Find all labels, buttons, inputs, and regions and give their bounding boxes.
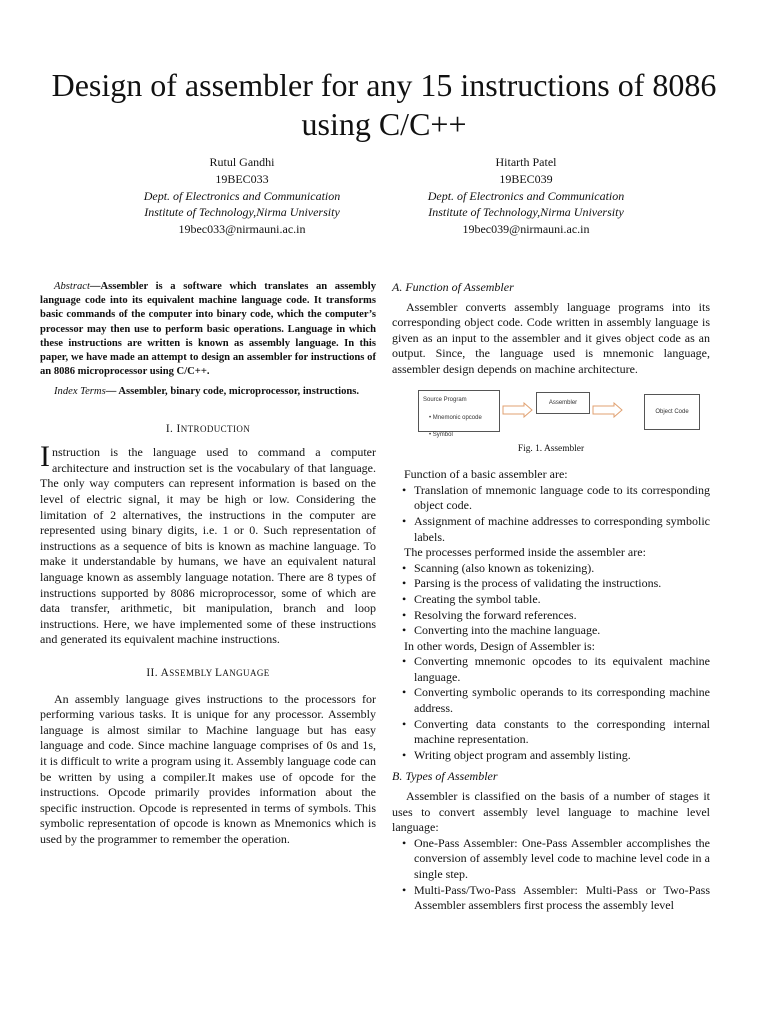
list-item: • Converting into the machine language. [414,623,710,639]
left-column [40,280,376,847]
list-item: • Translation of mnemonic language code to its corresponding object code. [414,483,710,514]
author-name: Hitarth Patel [495,155,557,169]
author-institute: Institute of Technology,Nirma University [428,205,624,220]
source-program-title: Source Program [423,396,467,403]
author-email: 19bec033@nirmauni.ac.in [178,222,306,237]
processes-intro: The processes performed inside the assembler are: [404,545,646,560]
functions-intro: Function of a basic assembler are: [404,467,568,482]
subsection-heading-function: A. Function of Assembler [392,280,514,294]
abstract-label: Abstract [54,281,90,292]
paper-title: Design of assembler for any 15 instructions of 8086 using C/C++ [51,67,717,142]
types-list [392,836,710,914]
author-dept: Dept. of Electronics and Communication [143,188,341,203]
source-program-box [418,390,500,438]
abstract [40,280,376,379]
section-heading-introduction: I. INTRODUCTION [165,422,251,435]
list-item: • Converting data constants to the corresponding internal machine representation. [414,717,710,748]
function-text: Assembler converts assembly language programs into its corresponding object code. Code written in assembly language is given as an input to the assembler and it gives object code as an output. Since, the language used is mnemonic language, assembler design depends on machine architecture. [392,299,710,376]
list-item: • Resolving the forward references. [414,608,710,624]
section-heading-assembly-language: II. ASSEMBLY LANGUAGE [146,666,270,679]
source-item: • Mnemonic opcode [429,415,482,422]
functions-list [392,483,710,545]
subsection-heading-types: B. Types of Assembler [392,769,498,784]
author-email: 19bec039@nirmauni.ac.in [462,222,590,237]
list-item: • Converting mnemonic opcodes to its equivalent machine language. [414,654,710,685]
figure-caption: Fig. 1. Assembler [517,443,585,454]
processes-list [392,561,710,639]
author-block-1 [92,154,392,238]
object-code-box: Object Code [644,394,700,430]
index-terms [40,385,376,399]
abstract-text: —Assembler is a software which translates an assembly language code into its equivalent machine language code. It transforms basic commands of the computer into binary code, which the computer’s processor may then use to perform basic operations. Language in which these instructions are written is known as assembly language. In this paper, we have made an attempt to design an assembler for instructions of an 8086 microprocessor using C/C++. [40,281,376,378]
assembler-box: Assembler [536,392,590,414]
author-institute: Institute of Technology,Nirma University [144,205,340,220]
list-item: • One-Pass Assembler: One-Pass Assembler accomplishes the conversion of assembly level code to machine level code in a single step. [414,836,710,883]
list-item: • Creating the symbol table. [414,592,710,608]
index-terms-text: — Assembler, binary code, microprocessor, instructions. [105,386,360,398]
drop-cap: I [40,440,50,474]
introduction-text: Instruction is the language used to command a computer architecture and instruction set is the vocabulary of that language. The only way computers can represent information is based on the level of electric signal, it may be high or low. Considering the limitation of 2 alternatives, the instructions in the computer are represented using binary digits, i.e. 1 or 0. Such representation of instructions as a sequence of bits is known as machine language. To make it understandable by humans, we have an equivalent natural language known as assembly language notation. There are 8 types of instructions supported by 8086 microprocessor, some of which are data transfer, arithmetic, bit manipulation, branch and loop instructions. Here, we have implemented some of these instructions and generated its equivalent machine instructions. [40,440,376,647]
types-text: Assembler is classified on the basis of a number of stages it uses to convert assembly level language to machine level language: [392,789,710,835]
list-item: • Assignment of machine addresses to corresponding symbolic labels. [414,514,710,545]
author-block-2 [376,154,676,238]
design-list [392,654,710,763]
list-item: • Writing object program and assembly listing. [414,748,710,764]
author-name: Rutul Gandhi [209,155,275,169]
list-item: • Scanning (also known as tokenizing). [414,561,710,577]
assembler-figure [418,390,736,438]
list-item: • Multi-Pass/Two-Pass Assembler: Multi-Pass or Two-Pass Assembler assemblers first process the assembly level [414,883,710,914]
author-id: 19BEC039 [499,171,553,186]
assembly-language-text: An assembly language gives instructions to the processors for performing various tasks. It is unique for any processor. Assembly language is almost similar to Machine language but has easy language and code. Since machine language comprises of 0s and 1s, it is difficult to write a program using it. Assembly language code can be written by using a compiler.It makes use of opcode for the instructions. Opcode primarily provides information about the specific instruction. Opcode is represented in terms of symbols. This symbolic representation of opcode is known as Mnemonics which is used by the programmer to remember the operation. [40,691,376,846]
design-intro: In other words, Design of Assembler is: [404,638,595,653]
author-id: 19BEC033 [215,171,269,186]
arrow-icon [592,402,624,418]
list-item: • Parsing is the process of validating the instructions. [414,576,710,592]
list-item: • Converting symbolic operands to its corresponding machine address. [414,685,710,716]
source-item: • Symbol [429,431,453,438]
arrow-icon [502,402,534,418]
author-dept: Dept. of Electronics and Communication [427,188,625,203]
index-terms-label: Index Terms [54,386,106,398]
right-column [392,280,710,914]
